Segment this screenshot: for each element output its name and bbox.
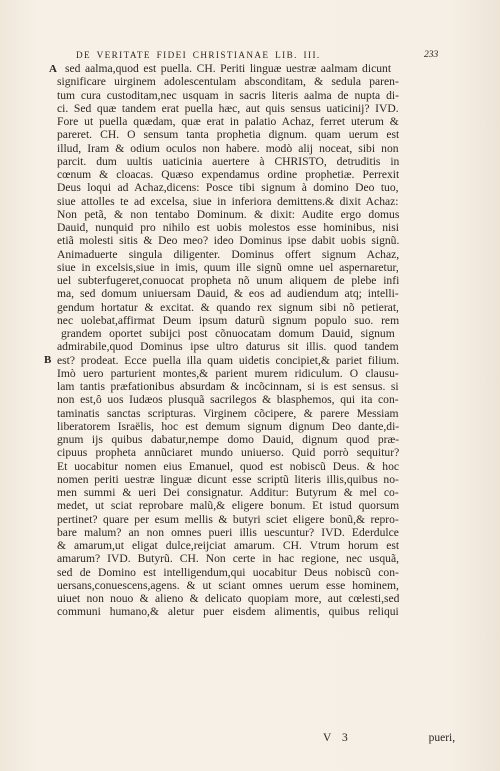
text-line: bare malum? an non omnes pueri illis uescuntur? IVD. Ederdulce — [57, 525, 399, 539]
signature-mark: V 3 — [323, 732, 348, 744]
text-line: uersans,conuescens,agens. & ut sciant omnes uerum esse hominem, — [57, 578, 399, 592]
text-line: cipuus propheta annũciaret mundo uniuerso. Quid porrò sequitur? — [57, 446, 399, 460]
running-title: DE VERITATE FIDEI CHRISTIANAE LIB. III. — [76, 50, 321, 60]
text-line: medet, ut sciat reprobare malũ,& eligere bonum. Et istud quorsum — [57, 499, 399, 513]
text-line: uiuet non nouo & alieno & delicato quopiam more, aut cœlesti,sed — [57, 592, 399, 605]
text-line: tum cura custoditam,nec usquam in sacris literis aalma de nupta di- — [57, 88, 399, 102]
text-line: cœnum & cloacas. Quæso expendamus ordine prophetiæ. Perrexit — [57, 168, 399, 181]
text-line: ma, sed domum uniuersam Dauid, & eos ad audiendum atq; intelli- — [57, 287, 399, 301]
text-line: sed aalma,quod est puella. CH. Periti linguæ uestræ aalmam dicunt — [65, 62, 392, 75]
page-number: 233 — [424, 50, 439, 60]
text-line: taminatis sanctas scripturas. Virginem cõcipere, & parere Messiam — [57, 406, 399, 420]
text-line: Fore ut puella quædam, quæ erat in palatio Achaz, ferret uterum & — [57, 115, 399, 128]
text-line: pareret. CH. O sensum tanta prophetia dignum. quam uerum est — [57, 128, 399, 142]
text-line: pertinet? quare per esum mellis & butyri sciet eligere bonũ,& repro- — [57, 512, 399, 526]
text-line: siue in excelsis,siue in imis, quum ille signũ omne uel aspernaretur, — [57, 260, 399, 274]
text-line: parcit. dum uultis uaticinia auertere à CHRISTO, detruditis in — [57, 154, 399, 168]
text-line: gendum hortatur & excitat. & quando rex signum sibi nõ petierat, — [57, 300, 399, 314]
text-line: sed de Domino est intelligendum,qui uocabitur Deus nobiscũ con- — [57, 565, 399, 579]
catchword: pueri, — [428, 732, 456, 744]
catchword-line — [323, 732, 455, 744]
text-line: Animaduerte singula diligenter. Dominus offert signum Achaz, — [57, 247, 399, 261]
text-line: liberatorem Israëlis, hoc est demum signum dignum Deo dante,di- — [57, 419, 399, 433]
text-line: nec uolebat,affirmat Deum ipsum daturũ signum populo suo. rem — [57, 313, 399, 327]
text-line: ci. Sed quæ tandem erat puella hæc, aut quis sensus uaticinij? IVD. — [57, 101, 399, 115]
text-line: & amarum,ut eligat dulce,reijciat amarum. CH. Vtrum horum est — [57, 539, 399, 552]
text-line: est? prodeat. Ecce puella illa quam uidetis concipiet,& pariet filium. — [57, 353, 399, 367]
text-line: Et uocabitur nomen eius Emanuel, quod est nobiscũ Deus. & hoc — [57, 459, 399, 473]
text-line: significare uirginem adolescentulam absconditam, & sedula paren- — [57, 75, 399, 89]
text-line: non est,ô uos Iudæos plusquã sacrilegos & blasphemos, qui ita con- — [57, 393, 399, 407]
margin-mark-a: A — [49, 63, 57, 75]
text-line: amarum? IVD. Butyrũ. CH. Non certe in hac regione, nec usquã, — [57, 552, 399, 566]
text-line: etiã molesti sitis & Deo meo? ideo Dominus ipse dabit uobis signũ. — [57, 234, 399, 248]
text-line: illud, Iram & odium oculos non habere. modò alij noceat, sibi non — [57, 141, 399, 155]
text-line: grandem oportet subijci post cõnuocatam domum Dauid, signum — [61, 327, 395, 340]
margin-mark-b: B — [44, 354, 52, 366]
body-text — [57, 62, 399, 619]
text-line: uel subterfugeret,conuocat propheta nõ unum aliquem de plebe infi — [57, 274, 399, 287]
text-line: nomen periti uestræ linguæ dicunt esse scriptũ literis illis,quibus no- — [57, 472, 399, 486]
text-line: gnum ijs quibus dabatur,nempe domo Dauid, dignum quod præ- — [57, 433, 399, 446]
text-line: communi humano,& aletur puer eisdem alimentis, quibus reliqui — [57, 605, 399, 619]
text-line: Non petã, & non tentabo Dominum. & dixit: Audite ergo domus — [57, 207, 399, 221]
text-line: Deus loqui ad Achaz,dicens: Posce tibi signum à domino Deo tuo, — [57, 181, 399, 195]
text-line: admirabile,quod Dominus ipse ultro daturus sit illis. quod tandem — [57, 340, 399, 354]
text-line: lam tantis præfationibus absurdam & incõcinnam, si is est sensus. si — [57, 380, 399, 393]
text-line: Imò uero parturient montes,& parient murem ridiculum. O clausu- — [57, 366, 399, 380]
text-line: men summi & ueri Dei consignatur. Additur: Butyrum & mel co- — [57, 486, 399, 499]
text-line: siue attolles te ad excelsa, siue in inferiora demittens.& dixit Achaz: — [57, 194, 399, 208]
text-line: Dauid, nunquid pro nihilo est uobis molestos esse hominibus, nisi — [57, 221, 399, 234]
